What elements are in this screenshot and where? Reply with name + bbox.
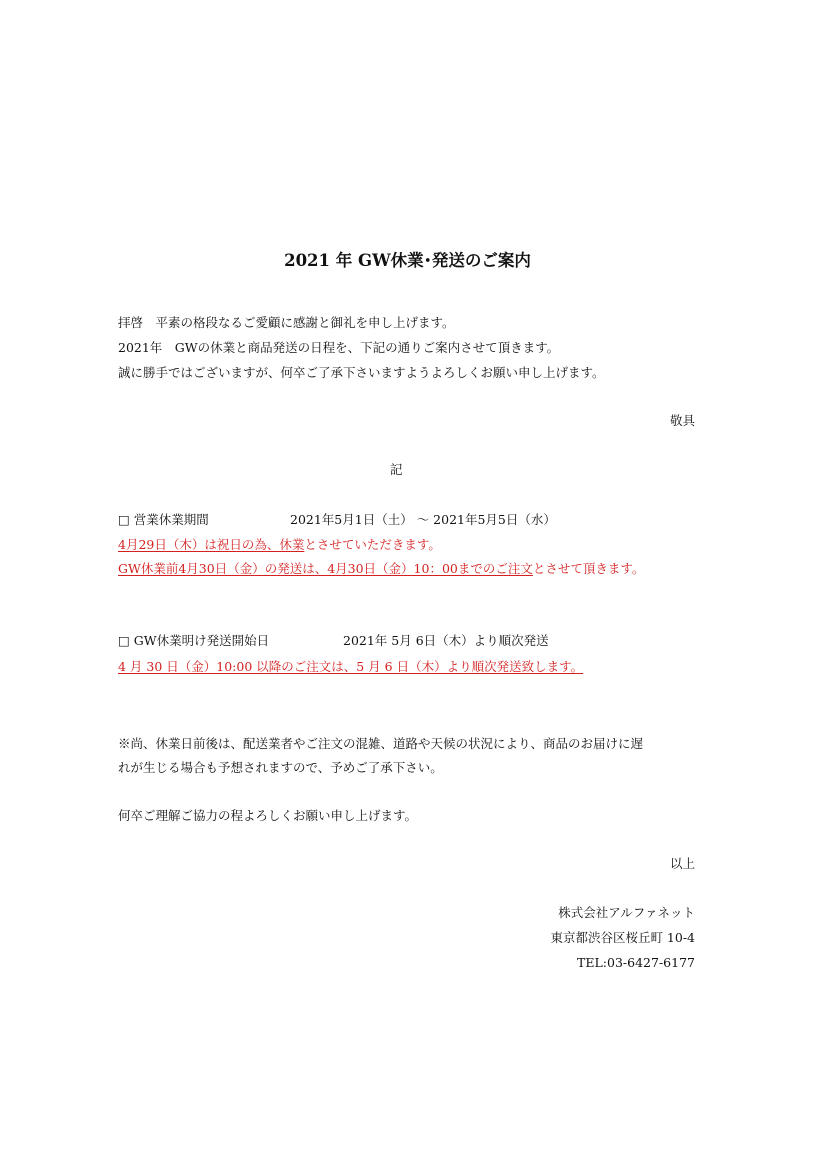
section1-note-2 xyxy=(118,561,644,577)
section2-note xyxy=(118,659,583,675)
section1-value: 2021年5月1日（土） ～ 2021年5月5日（水） xyxy=(290,512,556,527)
section1-note-2-highlight: GW休業前4月30日（金）の発送は、4月30日（金）10：00までのご注文 xyxy=(118,561,533,576)
company-address: 東京都渋谷区桜丘町 10-4 xyxy=(550,930,695,945)
section2-note-text: 4 月 30 日（金）10:00 以降のご注文は、5 月 6 日（木）より順次発送致します。 xyxy=(118,659,584,674)
company-name: 株式会社アルファネット xyxy=(558,905,695,920)
document-title: 2021 年 GW休業･発送のご案内 xyxy=(284,251,531,270)
section2-value: 2021年 5月 6日（木）より順次発送 xyxy=(343,633,549,648)
greeting-line-3: 誠に勝手ではございますが、何卒ご了承下さいますようよろしくお願い申し上げます。 xyxy=(118,365,605,380)
section1-note-1-rest: とさせていただきます。 xyxy=(304,537,441,552)
notice-line-1: ※尚、休業日前後は、配送業者やご注文の混雑、道路や天候の状況により、商品のお届けに遅 xyxy=(118,736,644,751)
greeting-line-2: 2021年 GWの休業と商品発送の日程を、下記の通りご案内させて頂きます。 xyxy=(118,340,560,355)
section1-note-1 xyxy=(118,537,441,553)
notice-line-2: れが生じる場合も予想されますので、予めご了承下さい。 xyxy=(118,760,443,775)
company-tel: TEL:03-6427-6177 xyxy=(577,955,695,970)
closing-salutation: 敬具 xyxy=(669,413,695,428)
request-line: 何卒ご理解ご協力の程よろしくお願い申し上げます。 xyxy=(118,808,418,823)
section2-label: □ GW休業明け発送開始日 xyxy=(118,633,270,648)
section1-label: □ 営業休業期間 xyxy=(118,512,209,527)
ending: 以上 xyxy=(669,856,695,871)
ki-heading: 記 xyxy=(390,462,403,477)
section1-note-2-rest: とさせて頂きます。 xyxy=(532,561,645,576)
section1-note-1-highlight: 4月29日（木）は祝日の為、休業 xyxy=(118,537,305,552)
greeting-line-1: 拝啓 平素の格段なるご愛顧に感謝と御礼を申し上げます。 xyxy=(118,315,455,330)
